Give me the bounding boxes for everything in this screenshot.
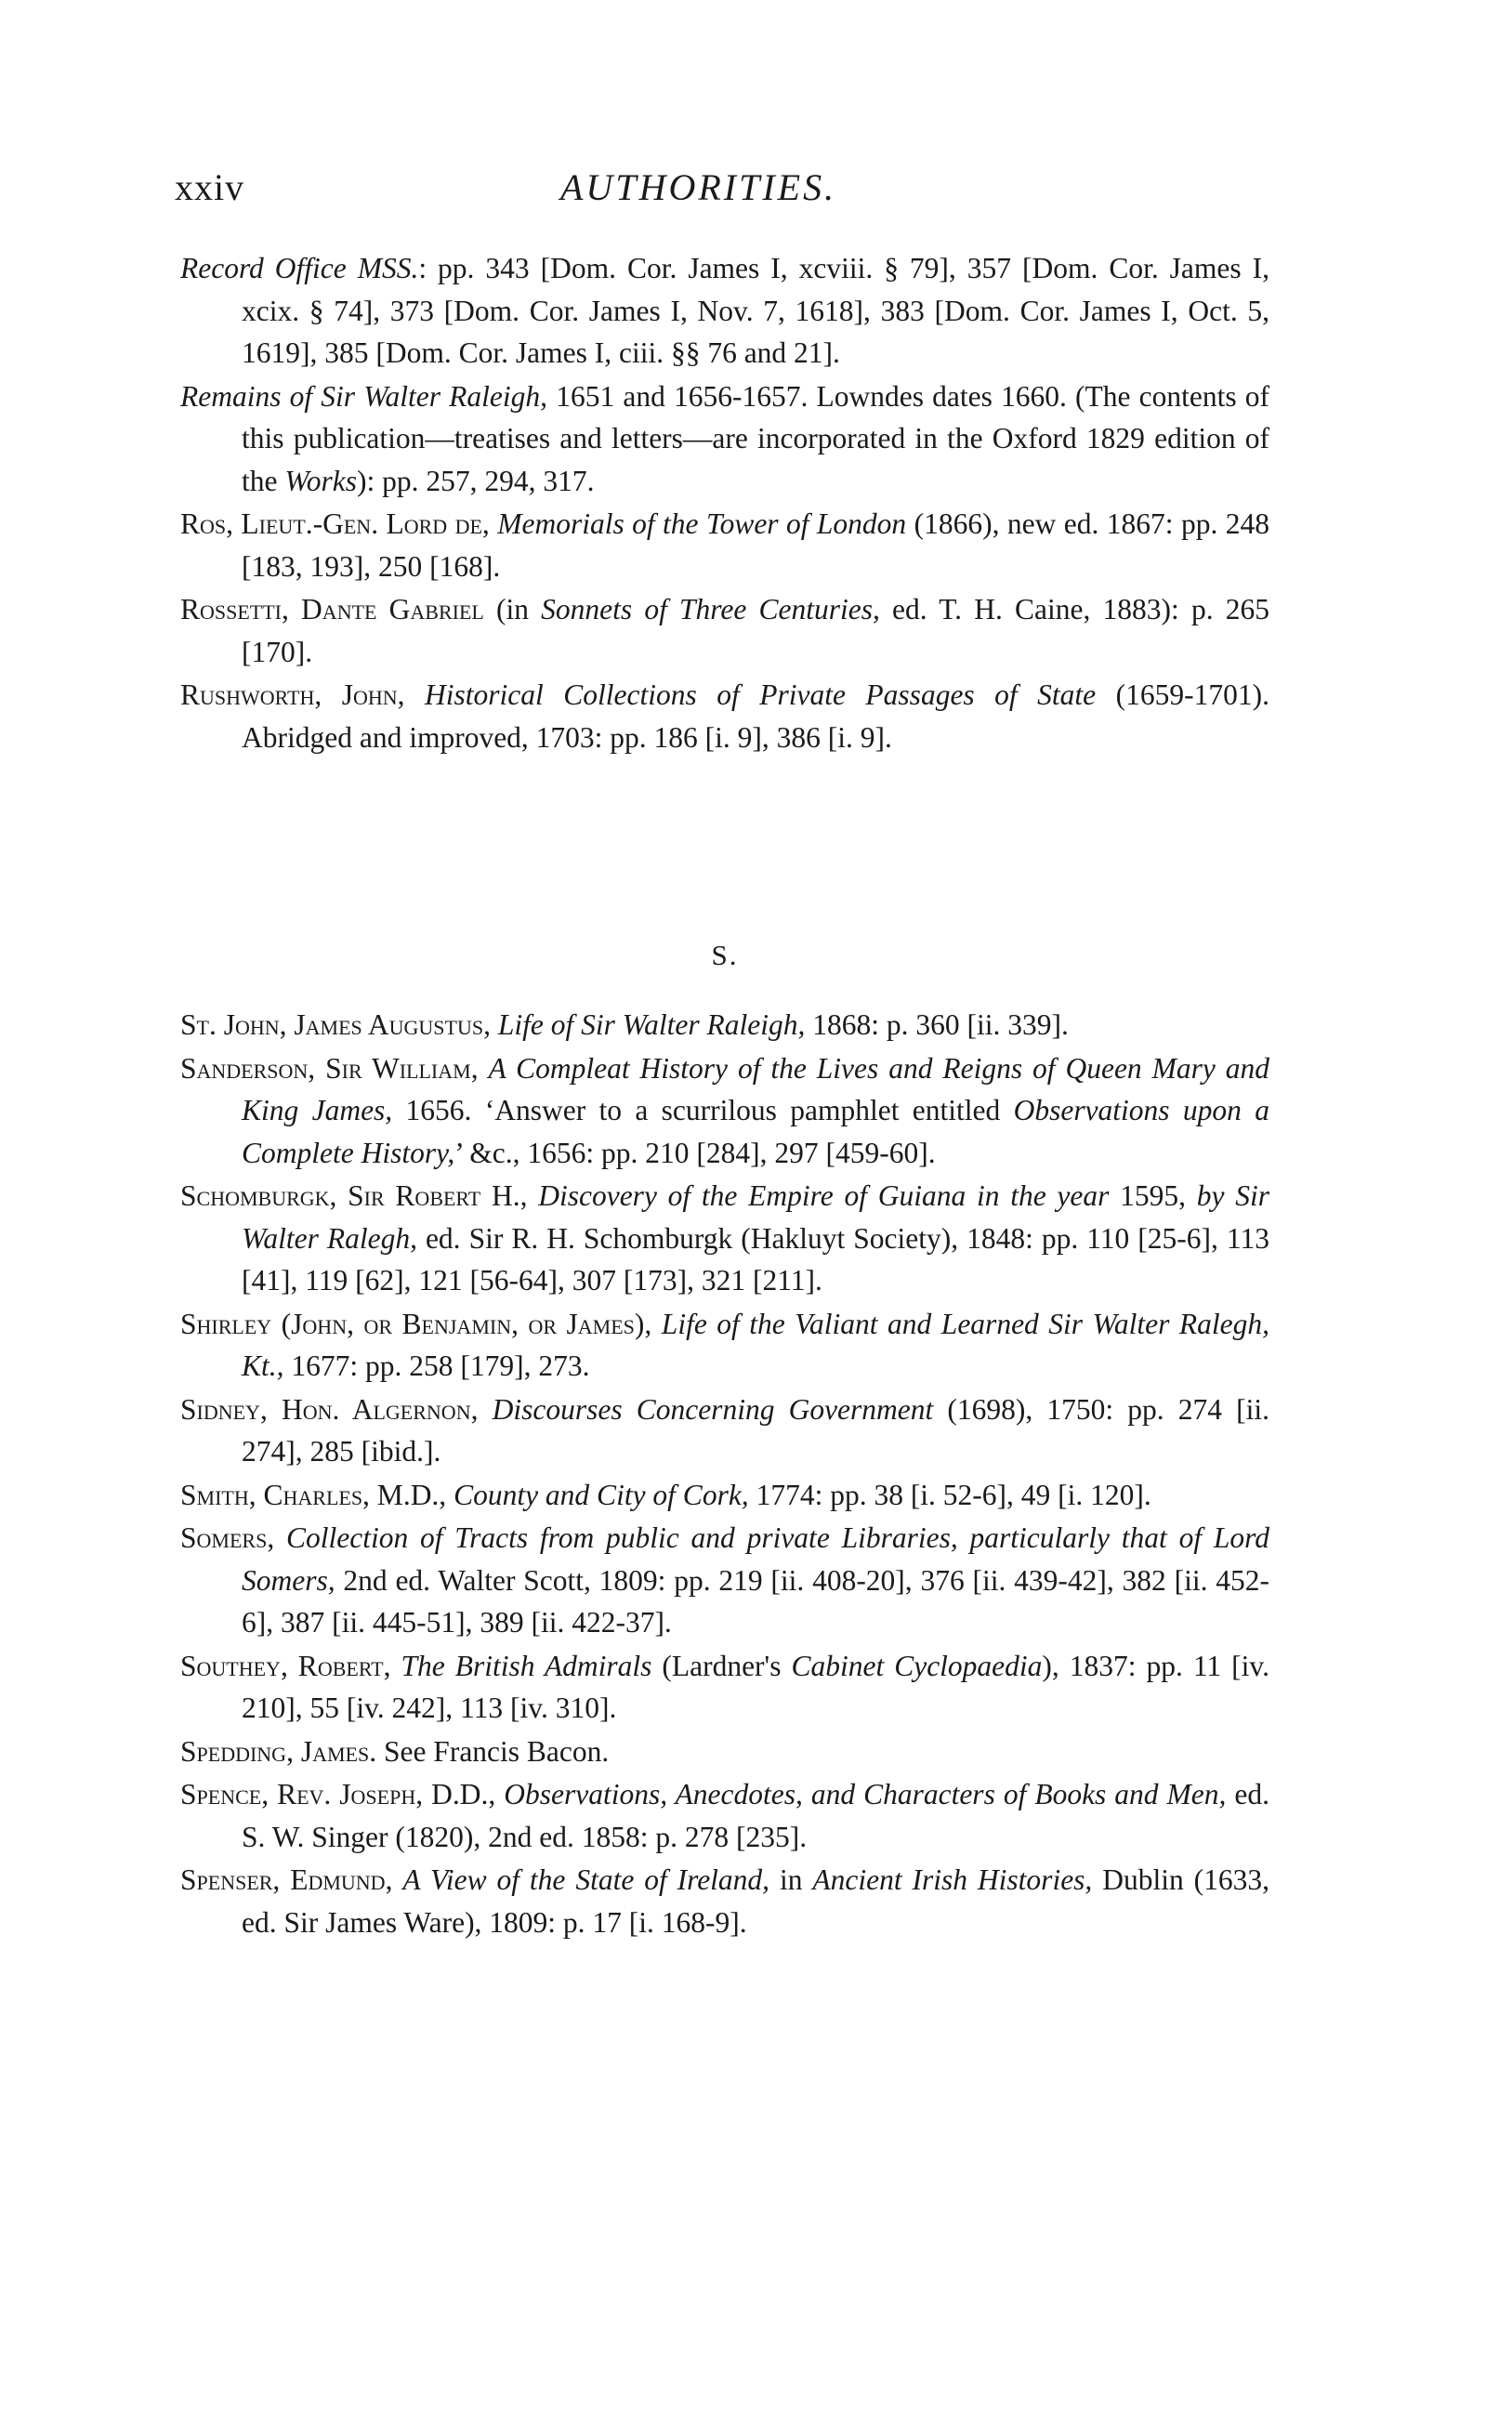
entry-sidney — [180, 1389, 1269, 1473]
entry-note: 1651 and 1656-1657. Lowndes dates 1660. (The contents of this publication—treatises and letters—are incorporated in the Oxford 1829 edition of the — [242, 379, 1269, 497]
entry-work-title-2: Cabinet Cyclopaedia — [791, 1649, 1043, 1682]
entry-citation: (1659-1701). Abridged and improved, 1703: pp. 186 [i. 9], 386 [i. 9]. — [242, 678, 1269, 754]
entry-citation: ), 1837: pp. 11 [iv. 210], 55 [iv. 242], 113 [iv. 310]. — [242, 1649, 1269, 1724]
entry-author: St. John, James Augustus, — [180, 1008, 491, 1041]
entry-prefix: (in — [483, 593, 542, 625]
entry-note: in — [769, 1863, 813, 1896]
entry-work-title: Life of Sir Walter Raleigh, — [497, 1008, 806, 1041]
entry-work-title-2: by Sir Walter Ralegh, — [242, 1179, 1270, 1255]
entry-note: (Lardner's — [651, 1649, 792, 1682]
entry-remains — [180, 375, 1269, 503]
entry-work-title: The British Admirals — [401, 1649, 652, 1682]
entry-southey — [180, 1645, 1269, 1730]
entry-work-title: A Compleat History of the Lives and Reigns of Queen Mary and King James, — [242, 1051, 1270, 1126]
entry-work-title-2: Ancient Irish Histories, — [812, 1863, 1093, 1896]
entry-somers — [180, 1517, 1269, 1644]
entry-author: Southey, Robert, — [180, 1649, 391, 1682]
entry-schomburgk — [180, 1175, 1269, 1302]
entry-shirley — [180, 1303, 1269, 1388]
entry-author: Sanderson, Sir William, — [180, 1051, 479, 1085]
entry-author: Sidney, Hon. Algernon, — [180, 1392, 479, 1426]
entry-work-title: Discovery of the Empire of Guiana in the year — [538, 1179, 1110, 1212]
entry-author: Spence, Rev. Joseph, D.D., — [180, 1778, 496, 1810]
section-heading-s: S. — [711, 939, 739, 971]
entry-work-title: Memorials of the Tower of London — [497, 507, 907, 540]
entry-author: Shirley (John, or Benjamin, or James), — [180, 1307, 652, 1340]
entry-work-title: Sonnets of Three Centuries, — [541, 593, 880, 625]
entry-author: Somers, — [180, 1521, 275, 1554]
entry-author: Smith, Charles, M.D., — [180, 1478, 447, 1511]
entry-citation: 1677: pp. 258 [179], 273. — [283, 1349, 590, 1382]
r-entries-list — [180, 247, 1269, 759]
entry-sanderson — [180, 1047, 1269, 1175]
entry-ros — [180, 503, 1269, 587]
entry-citation: (1698), 1750: pp. 274 [ii. 274], 285 [ibid.]. — [242, 1392, 1269, 1468]
entry-citation: ): pp. 257, 294, 317. — [356, 464, 595, 497]
entry-citation: 2nd ed. Walter Scott, 1809: pp. 219 [ii. 408-20], 376 [ii. 439-42], 382 [ii. 452-6], 387 [ii. 445-51], 389 [ii. 422-37]. — [242, 1563, 1269, 1639]
entry-citation: Dublin (1633, ed. Sir James Ware), 1809: p. 17 [i. 168-9]. — [242, 1863, 1269, 1939]
page-header — [175, 165, 1271, 221]
entry-work-title: Discourses Concerning Government — [492, 1392, 934, 1426]
s-entries-list — [180, 1004, 1269, 1944]
entry-author: Record Office MSS. — [180, 252, 419, 284]
entry-spenser — [180, 1859, 1269, 1943]
entry-citation: 1774: pp. 38 [i. 52-6], 49 [i. 120]. — [748, 1478, 1151, 1511]
entry-work-title: A View of the State of Ireland, — [402, 1863, 770, 1896]
entry-author: Rushworth, John, — [180, 678, 405, 711]
entry-rossetti — [180, 588, 1269, 673]
entry-citation: 1868: p. 360 [ii. 339]. — [805, 1008, 1069, 1041]
entry-work-title-2: Works — [284, 464, 357, 497]
entry-citation: ed. Sir R. H. Schomburgk (Hakluyt Society), 1848: pp. 110 [25-6], 113 [41], 119 [62], 121 [56-64], 307 [173], 321 [211]. — [242, 1221, 1269, 1297]
entry-work-title-2: Observations upon a Complete History, — [242, 1094, 1269, 1169]
entry-author: Spedding, James. — [180, 1734, 377, 1768]
entry-citation: ’ &c., 1656: pp. 210 [284], 297 [459-60]. — [454, 1136, 936, 1169]
page-number: xxiv — [175, 166, 245, 208]
entry-work-title: Historical Collections of Private Passages of State — [425, 678, 1097, 711]
entry-spedding — [180, 1731, 1269, 1773]
entry-spence — [180, 1773, 1269, 1858]
entry-rushworth — [180, 674, 1269, 758]
entry-author: Schomburgk, Sir Robert H., — [180, 1179, 528, 1212]
entry-citation: ed. T. H. Caine, 1883): p. 265 [170]. — [242, 593, 1269, 668]
entry-citation: (1866), new ed. 1867: pp. 248 [183, 193], 250 [168]. — [242, 507, 1270, 583]
entry-author: Rossetti, Dante Gabriel — [180, 593, 484, 625]
entry-note: 1656. ‘Answer to a scurrilous pamphlet entitled — [392, 1094, 1014, 1126]
entry-citation: : pp. 343 [Dom. Cor. James I, xcviii. § 79], 357 [Dom. Cor. James I, xcix. § 74], 373 [Dom. Cor. James I, Nov. 7, 1618], 383 [Dom. Cor. James I, Oct. 5, 1619], 385 [Dom. Cor. James I, ciii. §§ 76 and 21]. — [242, 252, 1269, 369]
entry-work-title: Remains of Sir Walter Raleigh, — [180, 379, 548, 413]
entry-work-title: Observations, Anecdotes, and Characters of Books and Men, — [504, 1778, 1227, 1810]
entry-st-john — [180, 1004, 1269, 1047]
entry-work-title: Life of the Valiant and Learned Sir Walter Ralegh, Kt., — [242, 1307, 1270, 1382]
entry-record-office — [180, 247, 1269, 375]
entry-work-title: Collection of Tracts from public and private Libraries, particularly that of Lord Somers, — [242, 1521, 1269, 1597]
entry-smith — [180, 1474, 1269, 1517]
running-title: AUTHORITIES. — [560, 166, 837, 208]
entry-note: 1595, — [1109, 1179, 1197, 1212]
entry-author: Spenser, Edmund, — [180, 1863, 393, 1896]
entry-citation: See Francis Bacon. — [376, 1734, 610, 1768]
entry-citation: ed. S. W. Singer (1820), 2nd ed. 1858: p. 278 [235]. — [242, 1778, 1270, 1853]
entry-author: Ros, Lieut.-Gen. Lord de, — [180, 507, 490, 540]
entry-work-title: County and City of Cork, — [454, 1478, 749, 1511]
